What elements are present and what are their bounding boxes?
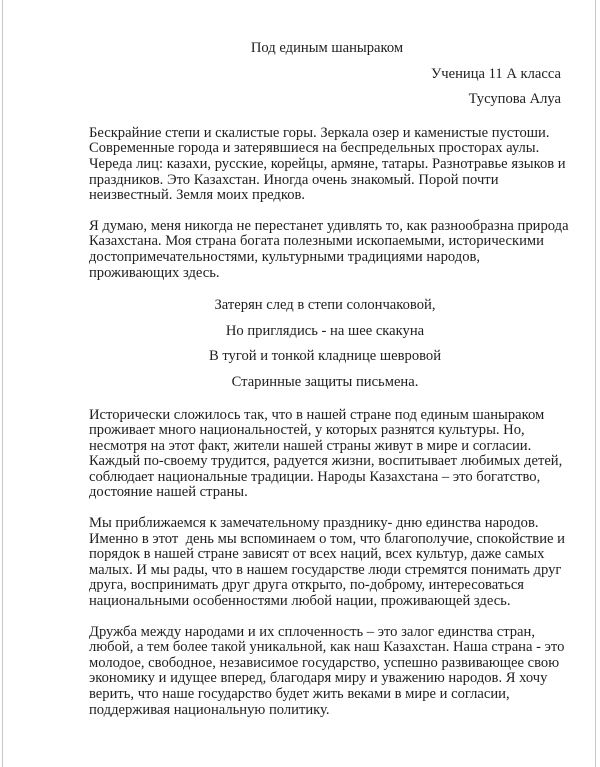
text-line: Бескрайние степи и скалистые горы. Зеркала озер и каменистые пустоши. bbox=[89, 124, 550, 141]
paragraph-1 bbox=[89, 124, 566, 204]
text-line: праздников. Это Казахстан. Иногда очень знакомый. Порой почти bbox=[89, 171, 499, 188]
text-line: проживает много национальностей, у которых разнятся культуры. Но, bbox=[89, 422, 525, 439]
text-line: Именно в этот день мы вспоминаем о том, что благополучие, спокойствие и bbox=[89, 530, 565, 547]
paragraph-3 bbox=[89, 408, 561, 502]
text-line: Современные города и затерявшиеся на беспредельных просторах аулы. bbox=[89, 140, 540, 157]
text-line: экономику и идущее вперед, благодаря миру и уважению народов. Я хочу bbox=[89, 670, 548, 687]
paragraph-4 bbox=[89, 515, 565, 610]
text-line: Мы приближаемся к замечательному празднику- дню единства народов. bbox=[89, 515, 539, 532]
document-page bbox=[2, 0, 596, 767]
author-class: Ученица 11 А класса bbox=[430, 65, 561, 82]
text-line: друга, воспринимать друг друга открыто, по-доброму, интересоваться bbox=[89, 577, 525, 594]
text-line: соблюдает национальные традиции. Народы Казахстана – это богатство, bbox=[89, 468, 541, 485]
text-line: порядок в нашей стране зависят от всех наций, всех культур, даже самых bbox=[89, 546, 545, 563]
verse-line: В тугой и тонкой кладнице шевровой bbox=[208, 348, 442, 365]
text-line: достопримечательностями, культурными традициями народов, bbox=[89, 248, 481, 265]
text-line: любой, а тем более такой уникальной, как наш Казахстан. Наша страна - это bbox=[89, 639, 565, 656]
text-line: неизвестный. Земля моих предков. bbox=[89, 187, 306, 204]
verse-line: Но приглядись - на шее скакуна bbox=[225, 322, 425, 339]
text-line: проживающих здесь. bbox=[89, 264, 220, 281]
text-line: верить, что наше государство будет жить веками в мире и согласии, bbox=[89, 686, 510, 702]
text-line: малых. И мы рады, что в нашем государстве люди стремятся понимать друг bbox=[89, 561, 562, 578]
text-line: Казахстана. Моя страна богата полезными ископаемыми, историческими bbox=[89, 233, 544, 250]
document-body bbox=[89, 40, 569, 733]
text-line: поддерживая национальную политику. bbox=[89, 701, 330, 718]
paragraph-2 bbox=[89, 217, 569, 281]
text-line: молодое, свободное, независимое государство, успешно развивающее свою bbox=[89, 654, 560, 671]
text-line: Исторически сложилось так, что в нашей стране под единым шаныраком bbox=[89, 406, 545, 423]
author-name: Тусупова Алуа bbox=[468, 91, 561, 108]
text-line: Каждый по-своему трудится, радуется жизни, воспитывает любимых детей, bbox=[89, 453, 563, 470]
verse-block bbox=[89, 298, 561, 390]
text-line: Дружба между народами и их сплоченность – это залог единства стран, bbox=[89, 623, 535, 640]
text-line: достояние нашей страны. bbox=[89, 484, 248, 501]
text-line: несмотря на этот факт, жители нашей страны живут в мире и согласии. bbox=[89, 437, 532, 454]
text-line: Я думаю, меня никогда не перестанет удивлять то, как разнообразна природа bbox=[89, 217, 569, 234]
text-line: Череда лиц: казахи, русские, корейцы, армяне, татары. Разнотравье языков и bbox=[89, 155, 566, 172]
text-line: национальными особенностями любой нации, проживающей здесь. bbox=[89, 593, 511, 610]
verse-line: Затерян след в степи солончаковой, bbox=[214, 297, 436, 314]
document-title: Под единым шаныраком bbox=[250, 40, 404, 56]
verse-line: Старинные защиты письмена. bbox=[231, 373, 419, 390]
paragraph-5 bbox=[89, 623, 565, 719]
